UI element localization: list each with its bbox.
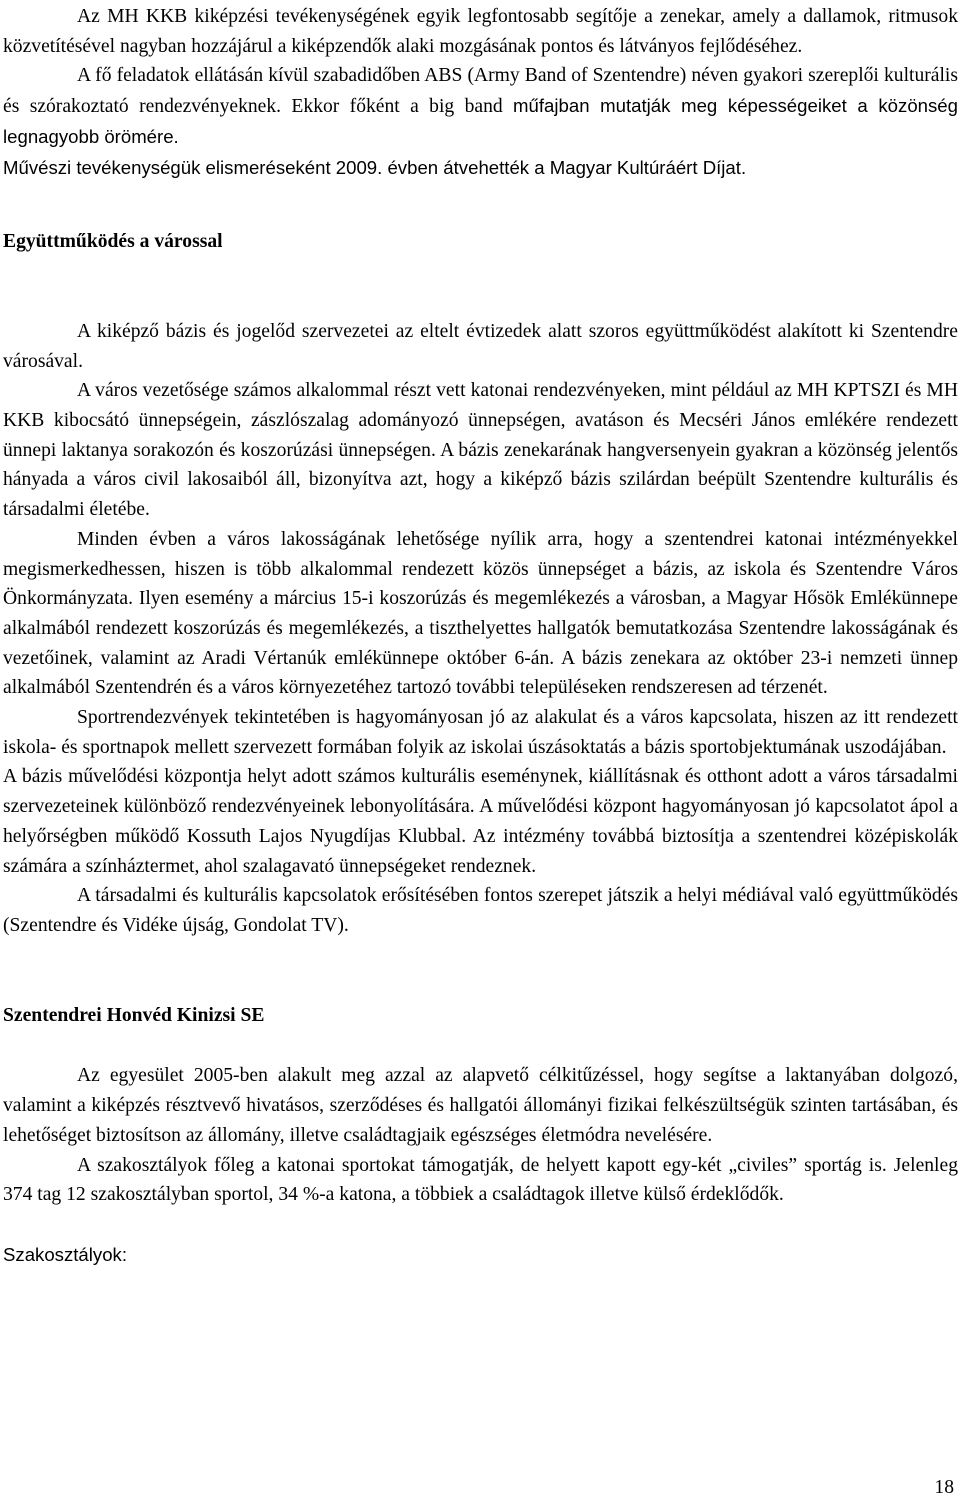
page-number: 18 <box>934 1477 954 1498</box>
body-paragraph: Az egyesület 2005-ben alakult meg azzal az alapvető célkitűzéssel, hogy segítse a laktanyában dolgozó, valamint a kiképzés résztvevő hivatásos, szerződéses és hallgatói állományi fizikai felkészültségük szinten tartásában, és lehetőséget biztosítson az állomány, illetve családtagjaik egészséges életmódra nevelésére. <box>3 1065 958 1146</box>
intro-paragraph-2-text: A fő feladatok ellátásán kívül szabadidőben ABS (Army Band of Szentendre) néven gyakori szereplői kulturális és szórakoztató rendezvényeknek. Ekkor főként a big band <box>3 65 958 118</box>
document-page <box>3 0 958 1270</box>
body-paragraph: Minden évben a város lakosságának lehetősége nyílik arra, hogy a szentendrei katonai intézményekkel megismerkedhessen, hiszen is több alkalommal rendezett közös ünnepséget a bázis, az iskola és Szentendre Város Önkormányzata. Ilyen esemény a március 15-i koszorúzás és megemlékezés a városban, a Magyar Hősök Emlékünnepe alkalmából rendezett koszorúzás és megemlékezés, a tiszthelyettes hallgatók bemutatkozása Szentendre lakosságának és vezetőinek, valamint az Aradi Vértanúk emlékünnepe október 6-án. A bázis zenekara az október 23-i nemzeti ünnep alkalmából Szentendrén és a város környezetéhez tartozó további településeken rendszeresen ad térzenét. <box>3 528 958 699</box>
intro-paragraph-1: Az MH KKB kiképzési tevékenységének egyik legfontosabb segítője a zenekar, amely a dallamok, ritmusok közvetítésével nagyban hozzájárul a kiképzendők alaki mozgásának pontos és látványos fejlődéséhez. <box>3 6 958 57</box>
body-paragraph: Sportrendezvények tekintetében is hagyományosan jó az alakulat és a város kapcsolata, hiszen az itt rendezett iskola- és sportnapok mellett szervezett formában folyik az iskolai úszásoktatás a bázis sportobjektumának uszodájában. <box>3 707 958 758</box>
body-paragraph: A társadalmi és kulturális kapcsolatok erősítésében fontos szerepet játszik a helyi médiával való együttműködés (Szentendre és Vidéke újság, Gondolat TV). <box>3 885 958 936</box>
section-heading-sports-club: Szentendrei Honvéd Kinizsi SE <box>3 1004 265 1026</box>
intro-paragraph-3: Művészi tevékenységük elismeréseként 2009. évben átvehették a Magyar Kultúráért Díjat. <box>3 156 747 178</box>
body-paragraph: A kiképző bázis és jogelőd szervezetei az eltelt évtizedek alatt szoros együttműködést alakított ki Szentendre városával. <box>3 320 958 372</box>
body-paragraph: A bázis művelődési központja helyt adott számos kulturális eseménynek, kiállításnak és otthont adott a város társadalmi szervezeteinek különböző rendezvényeinek lebonyolítására. A művelődési központ hagyományosan jó kapcsolatot ápol a helyőrségben működő Kossuth Lajos Nyugdíjas Klubbal. Az intézmény továbbá biztosítja a szentendrei középiskolák számára a színháztermet, ahol szalagavató ünnepségeket rendeznek. <box>3 766 958 877</box>
body-paragraph: A szakosztályok főleg a katonai sportokat támogatják, de helyett kapott egy-két „civiles” sportág is. Jelenleg 374 tag 12 szakosztályban sportol, 34 %-a katona, a többiek a családtagok illetve külső érdeklődők. <box>3 1154 958 1206</box>
departments-label: Szakosztályok: <box>3 1243 128 1265</box>
body-paragraph: A város vezetősége számos alkalommal részt vett katonai rendezvényeken, mint például az MH KPTSZI és MH KKB kibocsátó ünnepségein, zászlószalag adományozó ünnepségen, avatáson és Mecséri János emlékére rendezett ünnepi laktanya sorakozón és koszorúzási ünnepségen. A bázis zenekarának hangversenyein gyakran a közönség jelentős hányada a város civil lakosaiból áll, bizonyítva azt, hogy a kiképző bázis szilárdan beépült Szentendre kulturális és társadalmi életébe. <box>3 380 958 521</box>
intro-paragraph-2-sans-text: műfajban mutatják meg képességeiket a közönség legnagyobb örömére. <box>3 95 958 147</box>
intro-paragraph-2 <box>3 61 958 152</box>
section-heading-cooperation: Együttműködés a várossal <box>3 231 223 253</box>
